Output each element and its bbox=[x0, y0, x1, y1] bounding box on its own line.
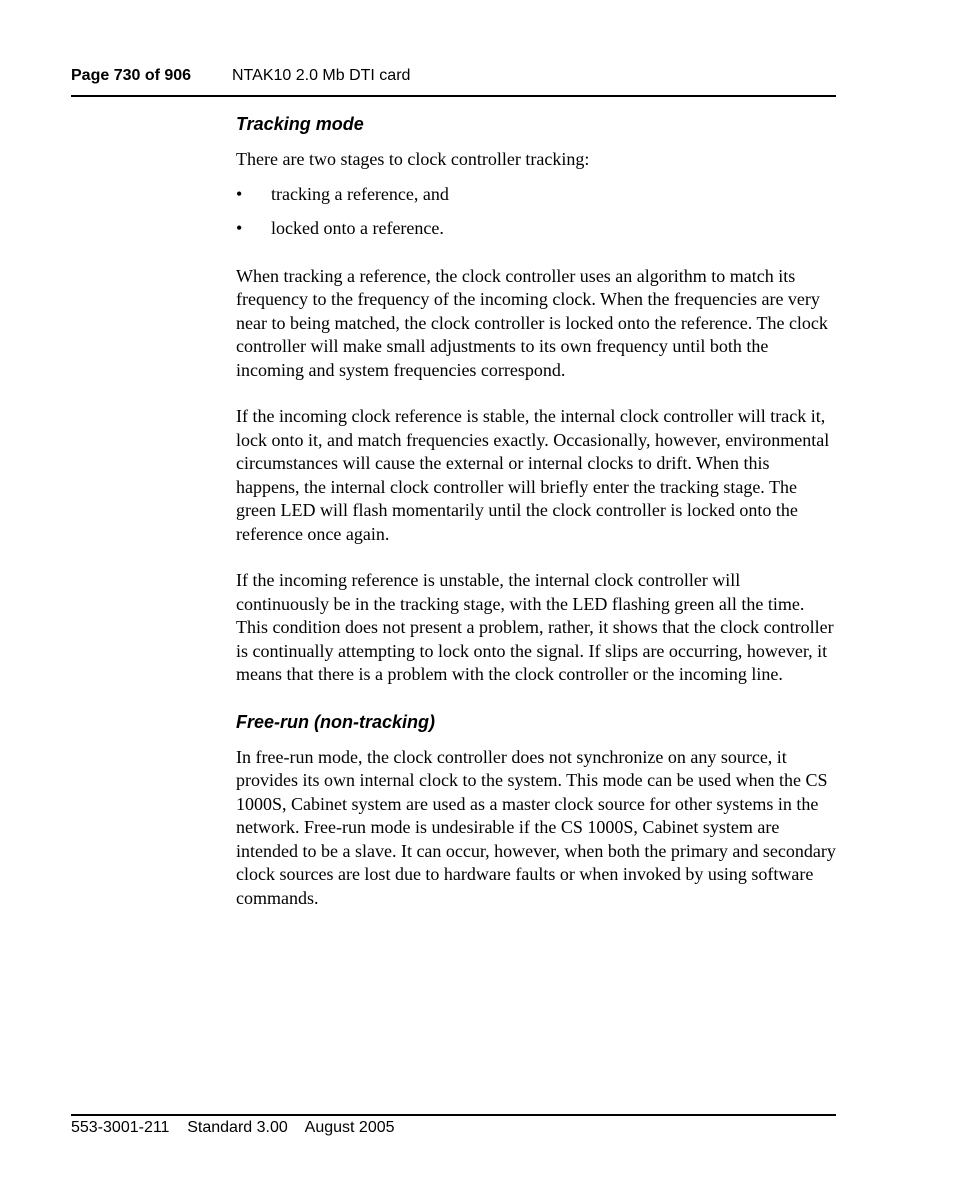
page-content bbox=[236, 112, 836, 910]
page-number: Page 730 of 906 bbox=[71, 67, 192, 84]
tracking-stages-list bbox=[236, 183, 836, 241]
tracking-paragraph-2: If the incoming clock reference is stable, the internal clock controller will track it, lock onto it, and match frequencies exactly. Occasionally, however, environmental circumstances will cause the external or internal clocks to drift. When this happens, the internal clock controller will briefly enter the tracking stage. The green LED will flash momentarily until the clock controller is locked onto the reference once again. bbox=[236, 406, 830, 544]
page-footer bbox=[71, 1118, 395, 1138]
footer-rule bbox=[71, 1114, 836, 1116]
document-title: NTAK10 2.0 Mb DTI card bbox=[232, 67, 411, 84]
document-number: 553-3001-211 bbox=[71, 1119, 170, 1136]
list-item: • tracking a reference, and bbox=[236, 183, 836, 207]
header-rule bbox=[71, 95, 836, 97]
section-heading-tracking-mode: Tracking mode bbox=[236, 114, 364, 134]
tracking-paragraph-1: When tracking a reference, the clock controller uses an algorithm to match its frequency to the frequency of the incoming clock. When the frequencies are very near to being matched, the clock controller is locked onto the reference. The clock controller will make small adjustments to its own frequency until both the incoming and system frequencies correspond. bbox=[236, 265, 828, 380]
document-standard: Standard 3.00 bbox=[187, 1119, 288, 1136]
bullet-icon: • bbox=[236, 218, 243, 238]
bullet-icon: • bbox=[236, 183, 243, 204]
free-run-paragraph: In free-run mode, the clock controller does not synchronize on any source, it provides its own internal clock to the system. This mode can be used when the CS 1000S, Cabinet system are used as a master clock source for other systems in the network. Free-run mode is undesirable if the CS 1000S, Cabinet system are intended to be a slave. It can occur, however, when both the primary and secondary clock sources are lost due to hardware faults or when invoked by using software commands. bbox=[236, 746, 836, 908]
document-date: August 2005 bbox=[304, 1119, 395, 1136]
tracking-intro: There are two stages to clock controller tracking: bbox=[236, 149, 590, 169]
list-item: • locked onto a reference. bbox=[236, 217, 836, 241]
page-header bbox=[71, 66, 836, 86]
section-heading-free-run: Free-run (non-tracking) bbox=[236, 711, 436, 732]
tracking-paragraph-3: If the incoming reference is unstable, the internal clock controller will continuously be in the tracking stage, with the LED flashing green all the time. This condition does not present a problem, rather, it shows that the clock controller is continually attempting to lock onto the signal. If slips are occurring, however, it means that there is a problem with the clock controller or the incoming line. bbox=[236, 570, 834, 684]
